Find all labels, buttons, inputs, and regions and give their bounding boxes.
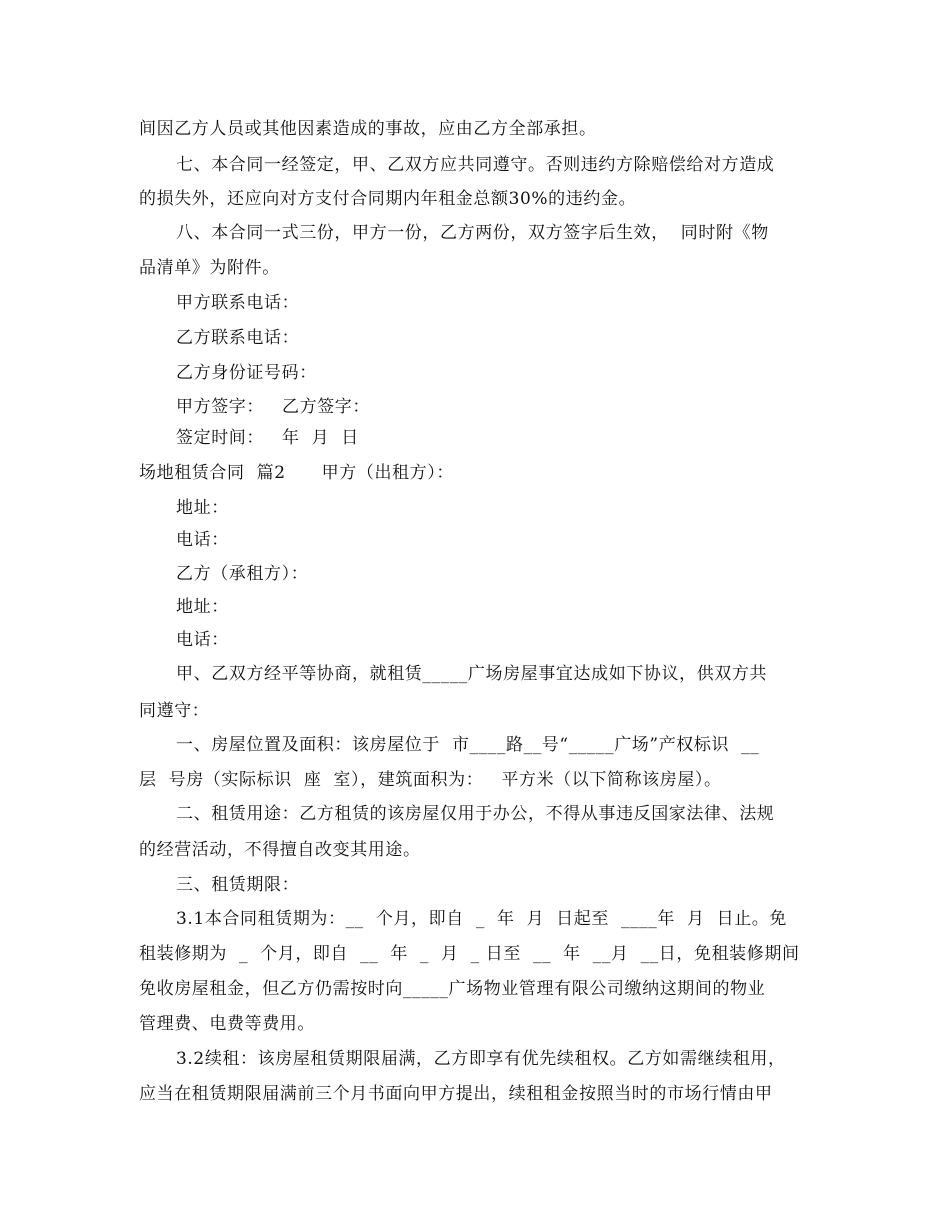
text-line: 应当在租赁期限届满前三个月书面向甲方提出，续租租金按照当时的市场行情由甲 [139, 1084, 773, 1104]
text-line: 乙方（承租方）： [176, 564, 309, 584]
text-line: 电话： [176, 630, 229, 650]
text-line: 地址： [176, 498, 229, 518]
text-line: 3.2续租：该房屋租赁期限届满，乙方即享有优先续租权。乙方如需继续租用， [176, 1049, 786, 1069]
text-line: 甲、乙双方经平等协商，就租赁_____广场房屋事宜达成如下协议，供双方共 [176, 664, 768, 684]
text-line: 三、租赁期限： [176, 875, 300, 895]
text-line: 一、房屋位置及面积：该房屋位于 市____路__号“_____广场”产权标识 __ [176, 735, 760, 755]
text-line: 甲方联系电话： [176, 293, 300, 313]
text-line: 签定时间： 年 月 日 [176, 428, 359, 448]
text-line: 同遵守： [139, 701, 210, 721]
text-line: 地址： [176, 597, 229, 617]
text-line: 免收房屋租金，但乙方仍需按时向_____广场物业管理有限公司缴纳这期间的物业 [139, 979, 766, 999]
section-heading: 场地租赁合同 篇2 甲方（出租方）： [139, 463, 454, 483]
text-line: 二、租赁用途：乙方租赁的该房屋仅用于办公，不得从事违反国家法律、法规 [176, 804, 775, 824]
text-line: 管理费、电费等费用。 [139, 1014, 315, 1034]
text-line: 甲方签字： 乙方签字： [176, 397, 371, 417]
text-line: 3.1本合同租赁期为：__ 个月，即自 _ 年 月 日起至 ____年 月 日止。免 [176, 909, 787, 929]
text-line: 租装修期为 _ 个月，即自 __ 年 _ 月 _ 日至 __ 年 __月 __日，免租装修期间 [139, 944, 800, 964]
text-line: 七、本合同一经签定，甲、乙双方应共同遵守。否则违约方除赔偿给对方造成 [176, 155, 775, 175]
text-line: 层 号房（实际标识 座 室），建筑面积为： 平方米（以下简称该房屋）。 [139, 770, 722, 790]
text-line: 电话： [176, 530, 229, 550]
text-line: 间因乙方人员或其他因素造成的事故，应由乙方全部承担。 [139, 119, 597, 139]
text-line: 品清单》为附件。 [139, 258, 280, 278]
text-line: 乙方身份证号码： [176, 363, 317, 383]
text-line: 的经营活动，不得擅自改变其用途。 [139, 840, 421, 860]
text-line: 的损失外，还应向对方支付合同期内年租金总额30%的违约金。 [139, 189, 637, 209]
text-line: 乙方联系电话： [176, 328, 300, 348]
text-line: 八、本合同一式三份，甲方一份，乙方两份，双方签字后生效， 同时附《物 [176, 223, 769, 243]
